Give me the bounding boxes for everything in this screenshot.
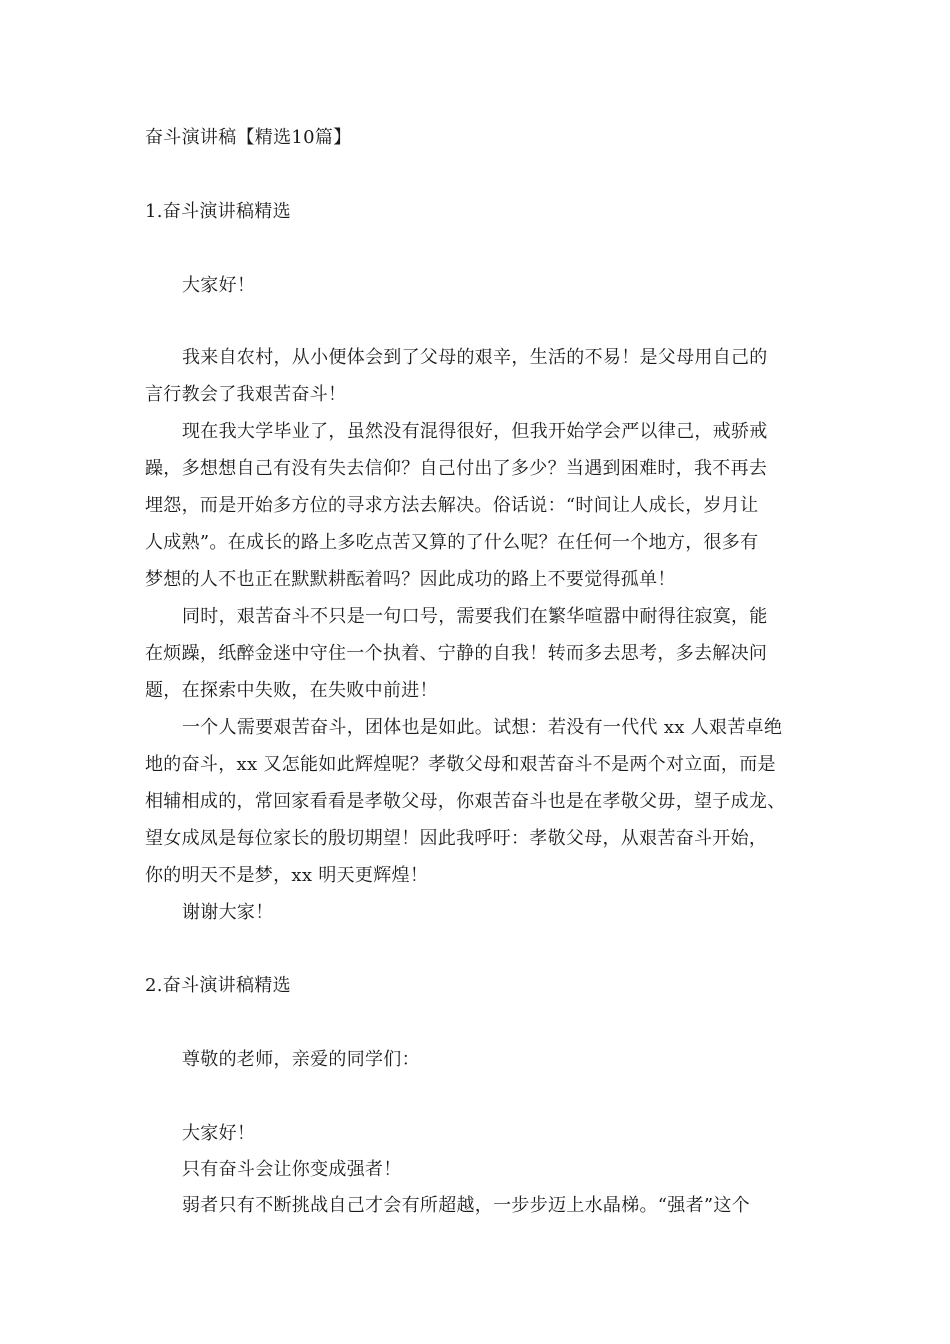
paragraph-line: 梦想的人不也正在默默耕酝着吗？因此成功的路上不要觉得孤单！ [145, 569, 676, 590]
paragraph-line: 躁，多想想自己有没有失去信仰？自己付出了多少？当遇到困难时，我不再去 [145, 458, 768, 479]
paragraph-line: 你的明天不是梦，xx 明天更辉煌！ [145, 865, 429, 886]
section-1-closing: 谢谢大家！ [182, 902, 274, 923]
paragraph-line: 同时，艰苦奋斗不只是一句口号，需要我们在繁华喧嚣中耐得往寂寞，能 [182, 606, 768, 627]
paragraph-line: 现在我大学毕业了，虽然没有混得很好，但我开始学会严以律己，戒骄戒 [182, 421, 768, 442]
section-1-heading: 1.奋斗演讲稿精选 [145, 201, 291, 222]
paragraph-line: 人成熟”。在成长的路上多吃点苦又算的了什么呢？在任何一个地方，很多有 [145, 532, 759, 553]
paragraph-line: 相辅相成的，常回家看看是孝敬父母，你艰苦奋斗也是在孝敬父毋，望子成龙、 [145, 791, 786, 812]
paragraph-line: 在烦躁，纸醉金迷中守住一个执着、宁静的自我！转而多去思考，多去解决问 [145, 643, 768, 664]
paragraph-line: 我来自农村，从小便体会到了父母的艰辛，生活的不易！是父母用自己的 [182, 347, 768, 368]
section-1-greeting: 大家好！ [182, 275, 256, 296]
paragraph-line: 弱者只有不断挑战自己才会有所超越，一步步迈上水晶梯。“强者”这个 [182, 1195, 751, 1216]
section-2-salutation: 尊敬的老师，亲爱的同学们： [182, 1049, 420, 1070]
section-2-heading: 2.奋斗演讲稿精选 [145, 975, 291, 996]
section-2-greeting: 大家好！ [182, 1123, 256, 1144]
paragraph-line: 地的奋斗，xx 又怎能如此辉煌呢？孝敬父母和艰苦奋斗不是两个对立面，而是 [145, 754, 776, 775]
paragraph-line: 只有奋斗会让你变成强者！ [182, 1159, 402, 1180]
paragraph-line: 言行教会了我艰苦奋斗！ [145, 384, 347, 405]
document-title: 奋斗演讲稿【精选10篇】 [145, 127, 352, 148]
paragraph-line: 题，在探索中失败，在失败中前进！ [145, 680, 438, 701]
paragraph-line: 望女成凤是每位家长的殷切期望！因此我呼吁：孝敬父母，从艰苦奋斗开始， [145, 828, 768, 849]
paragraph-line: 埋怨，而是开始多方位的寻求方法去解决。俗话说：“时间让人成长，岁月让 [145, 495, 759, 516]
paragraph-line: 一个人需要艰苦奋斗，团体也是如此。试想：若没有一代代 xx 人艰苦卓绝 [182, 717, 783, 738]
